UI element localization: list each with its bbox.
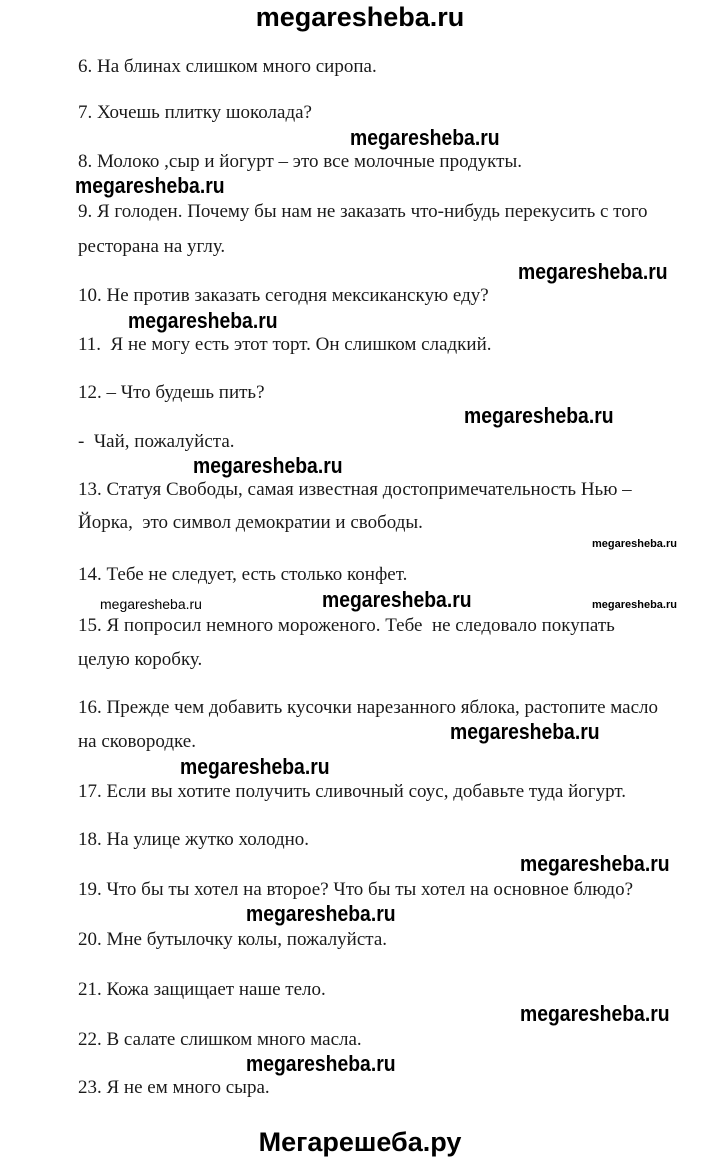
watermark: megaresheba.ru	[350, 125, 500, 150]
sentence-13-cont: Йорка, это символ демократии и свободы.	[78, 512, 423, 533]
sentence-16-cont: на сковородке.	[78, 731, 196, 752]
watermark: megaresheba.ru	[520, 851, 670, 876]
sentence-7: 7. Хочешь плитку шоколада?	[78, 102, 312, 123]
sentence-19: 19. Что бы ты хотел на второе? Что бы ты хотел на основное блюдо?	[78, 879, 634, 900]
sentence-15: 15. Я попросил немного мороженого. Тебе не следовало покупать	[78, 615, 615, 636]
sentence-10: 10. Не против заказать сегодня мексиканскую еду?	[78, 285, 489, 306]
sentence-13: 13. Статуя Свободы, самая известная достопримечательность Нью –	[78, 479, 632, 500]
sentence-6: 6. На блинах слишком много сиропа.	[78, 56, 377, 77]
sentence-8: 8. Молоко ,сыр и йогурт – это все молочные продукты.	[78, 151, 522, 172]
watermark: megaresheba.ru	[592, 599, 677, 611]
watermark: megaresheba.ru	[128, 308, 278, 333]
watermark: megaresheba.ru	[592, 538, 677, 550]
sentence-11: 11. Я не могу есть этот торт. Он слишком сладкий.	[78, 334, 492, 355]
watermark: megaresheba.ru	[464, 403, 614, 428]
watermark: megaresheba.ru	[246, 1051, 396, 1076]
watermark: megaresheba.ru	[518, 259, 668, 284]
watermark: megaresheba.ru	[322, 587, 472, 612]
sentence-9: 9. Я голоден. Почему бы нам не заказать что-нибудь перекусить с того	[78, 201, 648, 222]
sentence-18: 18. На улице жутко холодно.	[78, 829, 310, 850]
sentence-9-cont: ресторана на углу.	[78, 236, 226, 257]
sentence-16: 16. Прежде чем добавить кусочки нарезанного яблока, растопите масло	[78, 697, 659, 718]
watermark: megaresheba.ru	[193, 453, 343, 478]
watermark: megaresheba.ru	[520, 1001, 670, 1026]
sentence-15-cont: целую коробку.	[78, 649, 203, 670]
sentence-21: 21. Кожа защищает наше тело.	[78, 979, 326, 1000]
sentence-17: 17. Если вы хотите получить сливочный соус, добавьте туда йогурт.	[78, 781, 626, 802]
sentence-22: 22. В салате слишком много масла.	[78, 1029, 362, 1050]
sentence-20: 20. Мне бутылочку колы, пожалуйста.	[78, 929, 388, 950]
watermark: megaresheba.ru	[180, 754, 330, 779]
sentence-12-answer: - Чай, пожалуйста.	[78, 431, 235, 452]
header-watermark: megaresheba.ru	[255, 2, 465, 32]
watermark: megaresheba.ru	[450, 719, 600, 744]
watermark: megaresheba.ru	[75, 173, 225, 198]
watermark: megaresheba.ru	[246, 901, 396, 926]
sentence-14: 14. Тебе не следует, есть столько конфет.	[78, 564, 408, 585]
sentence-12: 12. – Что будешь пить?	[78, 382, 265, 403]
footer-watermark: Мегарешеба.ру	[258, 1127, 462, 1157]
watermark: megaresheba.ru	[100, 596, 202, 612]
sentence-23: 23. Я не ем много сыра.	[78, 1077, 270, 1098]
